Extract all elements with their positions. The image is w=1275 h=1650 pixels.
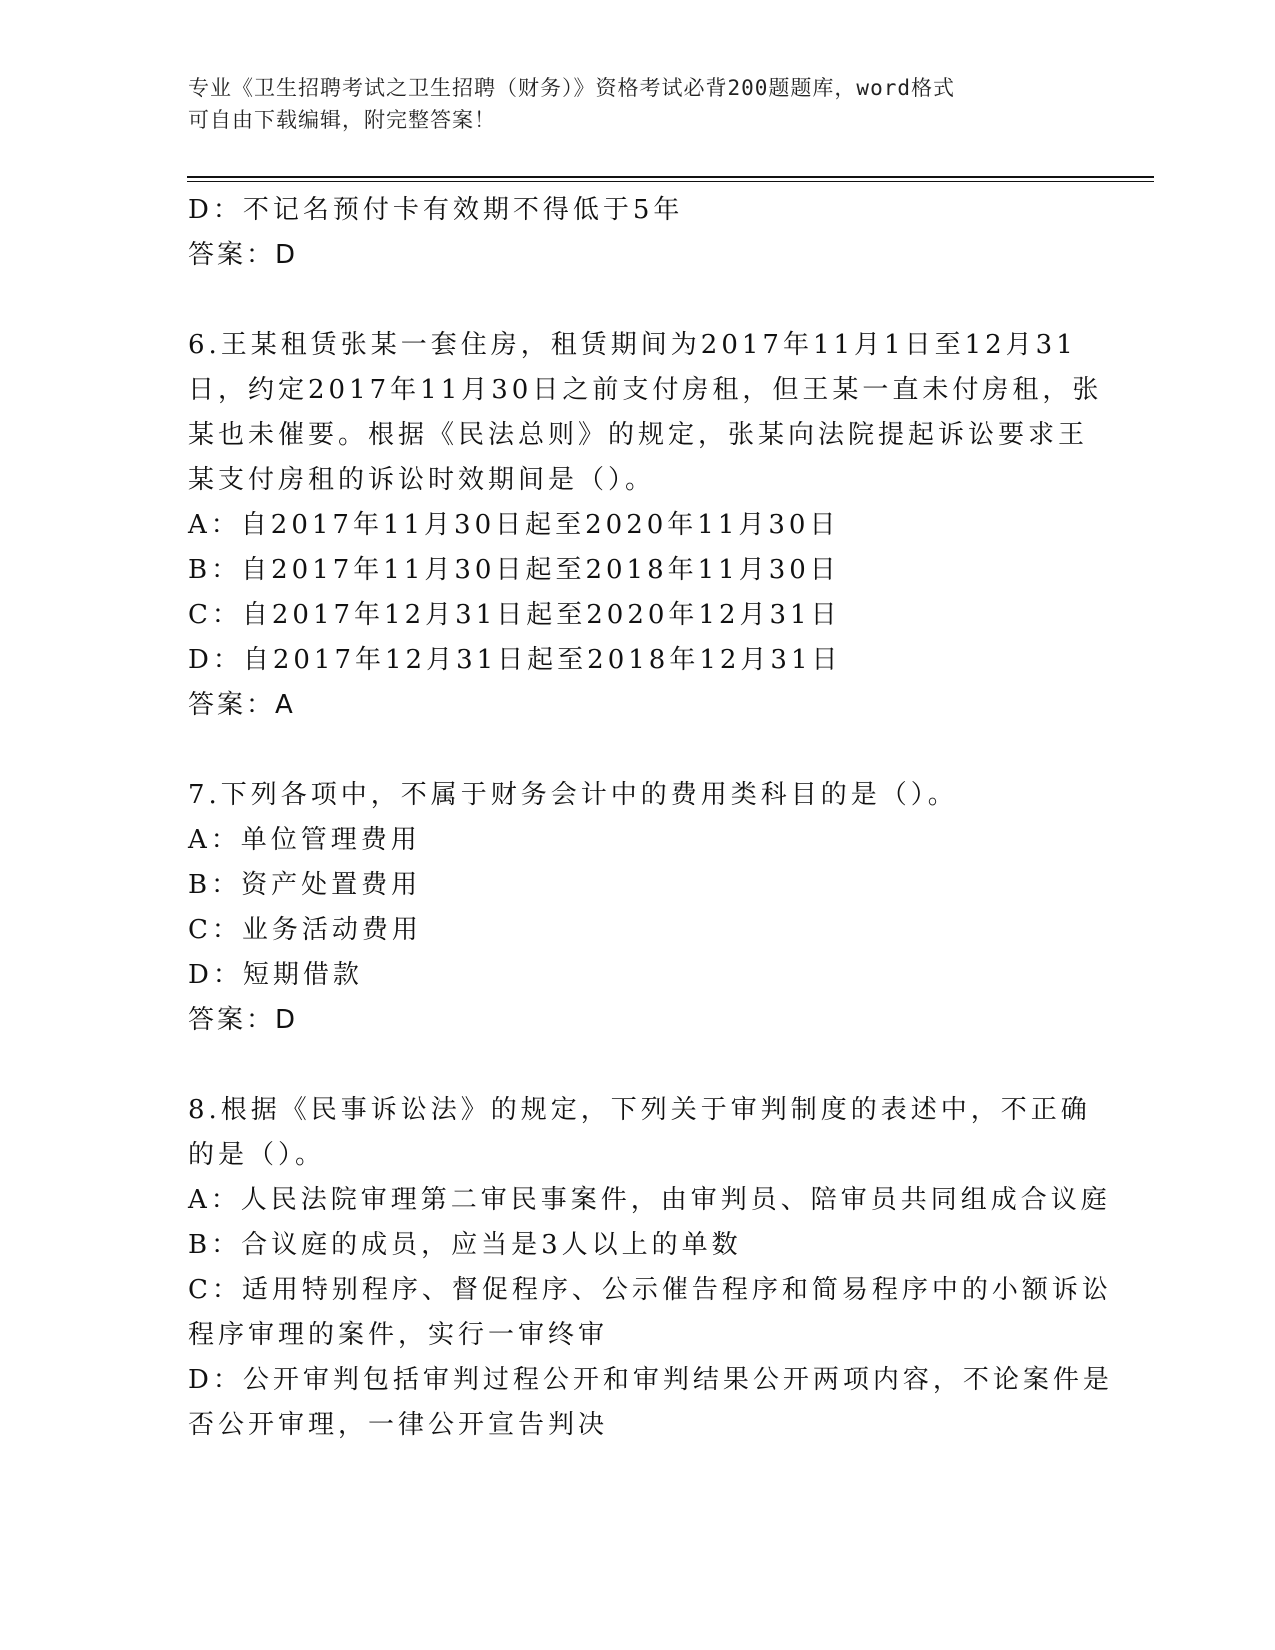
q8-option-c-line-2: 程序审理的案件，实行一审终审 <box>188 1320 609 1350</box>
q7-option-c: C：业务活动费用 <box>188 915 422 945</box>
q7-answer: 答案：D <box>188 1005 299 1035</box>
q6-stem-line-4: 某支付房租的诉讼时效期间是（）。 <box>188 465 656 495</box>
spacer <box>188 1043 1088 1088</box>
q8-option-a: A：人民法院审理第二审民事案件，由审判员、陪审员共同组成合议庭 <box>188 1185 1111 1215</box>
q8-stem-line-1: 8.根据《民事诉讼法》的规定，下列关于审判制度的表述中，不正确 <box>188 1095 1091 1125</box>
q8-stem-line-2: 的是（）。 <box>188 1140 326 1170</box>
spacer <box>188 278 1088 323</box>
q6-stem-line-2: 日，约定2017年11月30日之前支付房租，但王某一直未付房租，张 <box>188 375 1103 405</box>
q8-option-c-line-1: C：适用特别程序、督促程序、公示催告程序和简易程序中的小额诉讼 <box>188 1275 1112 1305</box>
q7-stem: 7.下列各项中，不属于财务会计中的费用类科目的是（）。 <box>188 780 958 810</box>
q6-option-d: D：自2017年12月31日起至2018年12月31日 <box>188 645 842 675</box>
q6-option-c: C：自2017年12月31日起至2020年12月31日 <box>188 600 841 630</box>
q6-stem-line-3: 某也未催要。根据《民法总则》的规定，张某向法院提起诉讼要求王 <box>188 420 1089 450</box>
q6-answer: 答案：A <box>188 690 296 720</box>
header-divider-thin <box>187 181 1154 182</box>
spacer <box>188 728 1088 773</box>
document-header <box>188 72 1068 136</box>
q7-option-d: D：短期借款 <box>188 960 363 990</box>
q6-option-a: A：自2017年11月30日起至2020年11月30日 <box>188 510 840 540</box>
header-divider-thick <box>187 176 1154 178</box>
header-line-1: 专业《卫生招聘考试之卫生招聘（财务）》资格考试必背200题题库，word格式 <box>188 76 955 100</box>
q8-option-d-line-1: D：公开审判包括审判过程公开和审判结果公开两项内容，不论案件是 <box>188 1365 1113 1395</box>
q6-stem-line-1: 6.王某租赁张某一套住房，租赁期间为2017年11月1日至12月31 <box>188 330 1077 360</box>
prev-option-d: D：不记名预付卡有效期不得低于5年 <box>188 195 684 225</box>
header-line-2: 可自由下载编辑，附完整答案！ <box>188 108 496 132</box>
q6-option-b: B：自2017年11月30日起至2018年11月30日 <box>188 555 840 585</box>
q7-option-b: B：资产处置费用 <box>188 870 422 900</box>
q7-option-a: A：单位管理费用 <box>188 825 421 855</box>
q8-option-b: B：合议庭的成员，应当是3人以上的单数 <box>188 1230 742 1260</box>
question-content <box>188 188 1113 1448</box>
q8-option-d-line-2: 否公开审理，一律公开宣告判决 <box>188 1410 609 1440</box>
prev-answer: 答案：D <box>188 240 299 270</box>
